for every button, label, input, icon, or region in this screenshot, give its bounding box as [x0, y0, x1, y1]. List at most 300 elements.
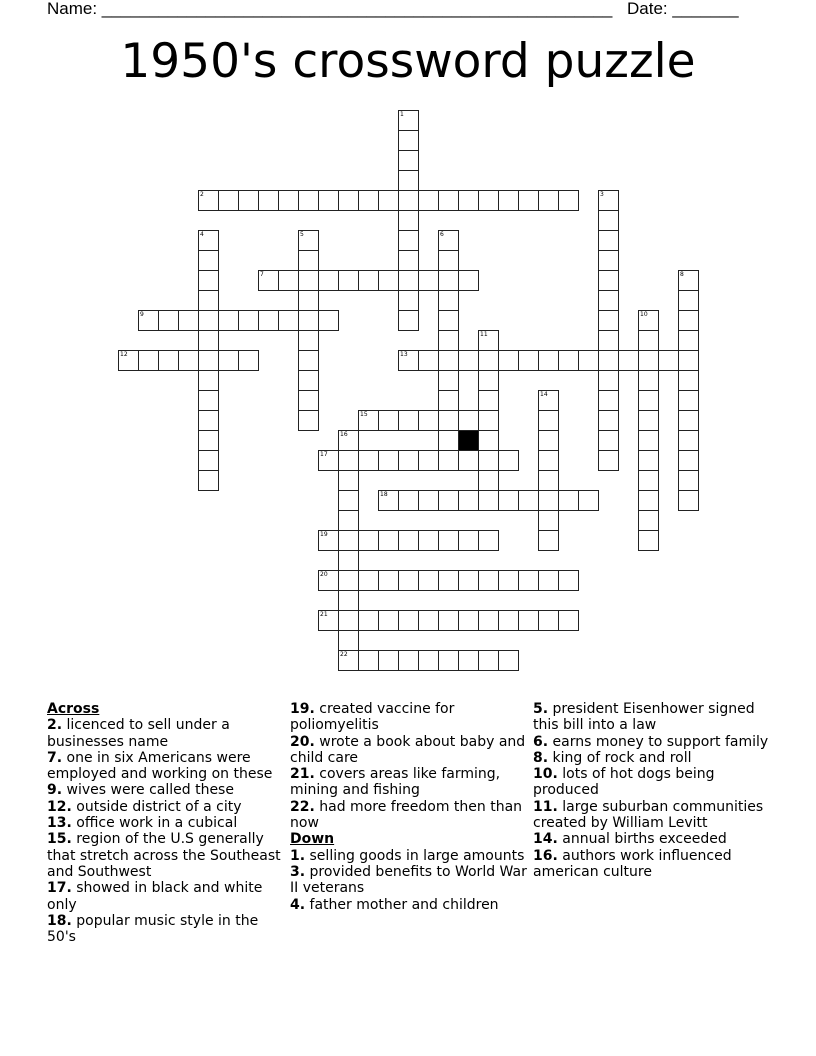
grid-cell[interactable]	[538, 570, 559, 591]
grid-cell[interactable]	[198, 370, 219, 391]
grid-cell[interactable]	[418, 190, 439, 211]
across-clue	[290, 734, 530, 767]
grid-cell[interactable]	[198, 230, 219, 251]
grid-cell[interactable]	[398, 150, 419, 171]
grid-cell[interactable]	[638, 470, 659, 491]
grid-cell[interactable]	[338, 530, 359, 551]
grid-cell[interactable]	[398, 610, 419, 631]
grid-cell[interactable]	[458, 270, 479, 291]
grid-cell[interactable]	[478, 450, 499, 471]
grid-cell[interactable]	[398, 250, 419, 271]
grid-cell[interactable]	[538, 410, 559, 431]
grid-cell[interactable]	[598, 310, 619, 331]
grid-cell[interactable]	[638, 390, 659, 411]
date-field[interactable]: Date: _______	[627, 0, 739, 18]
grid-cell[interactable]	[458, 650, 479, 671]
grid-cell[interactable]	[378, 490, 399, 511]
grid-cell[interactable]	[438, 290, 459, 311]
grid-cell[interactable]	[398, 130, 419, 151]
grid-cell[interactable]	[678, 370, 699, 391]
grid-cell[interactable]	[398, 410, 419, 431]
grid-cell[interactable]	[538, 430, 559, 451]
clue-number: 1.	[290, 847, 306, 864]
grid-cell[interactable]	[538, 530, 559, 551]
clue-number: 14	[540, 391, 548, 398]
clue-text: annual births exceeded	[562, 831, 727, 848]
grid-cell[interactable]	[678, 310, 699, 331]
grid-cell[interactable]	[458, 410, 479, 431]
grid-cell[interactable]	[678, 450, 699, 471]
clue-text: father mother and children	[309, 896, 499, 913]
grid-cell[interactable]	[138, 310, 159, 331]
grid-cell[interactable]	[198, 310, 219, 331]
grid-cell[interactable]	[198, 470, 219, 491]
grid-cell[interactable]	[498, 190, 519, 211]
grid-cell[interactable]	[198, 350, 219, 371]
grid-cell[interactable]	[438, 430, 459, 451]
clue-text: large suburban communities created by William Levitt	[533, 798, 764, 832]
grid-cell[interactable]	[478, 330, 499, 351]
grid-cell[interactable]	[558, 190, 579, 211]
grid-cell[interactable]	[338, 430, 359, 451]
grid-cell[interactable]	[438, 190, 459, 211]
clue-number: 8	[680, 271, 684, 278]
down-clue	[533, 799, 773, 832]
clue-number: 9.	[47, 782, 63, 799]
grid-cell[interactable]	[358, 650, 379, 671]
clue-text: created vaccine for poliomyelitis	[290, 701, 455, 734]
grid-cell[interactable]	[158, 350, 179, 371]
grid-cell[interactable]	[578, 350, 599, 371]
clue-text: licenced to sell under a businesses name	[47, 717, 230, 750]
grid-cell[interactable]	[378, 450, 399, 471]
clue-number: 17	[320, 451, 328, 458]
clues-column-3	[533, 701, 773, 880]
grid-cell[interactable]	[338, 550, 359, 571]
grid-cell[interactable]	[678, 490, 699, 511]
grid-cell[interactable]	[358, 270, 379, 291]
grid-cell[interactable]	[478, 490, 499, 511]
grid-cell[interactable]	[318, 570, 339, 591]
grid-cell[interactable]	[338, 270, 359, 291]
clue-text: one in six Americans were employed and working on these	[47, 749, 273, 783]
grid-cell[interactable]	[298, 230, 319, 251]
grid-cell[interactable]	[298, 270, 319, 291]
grid-cell[interactable]	[598, 430, 619, 451]
clue-number: 7.	[47, 749, 63, 766]
grid-cell[interactable]	[538, 450, 559, 471]
grid-cell[interactable]	[438, 270, 459, 291]
grid-cell[interactable]	[378, 270, 399, 291]
grid-cell[interactable]	[418, 410, 439, 431]
grid-cell[interactable]	[318, 190, 339, 211]
grid-cell[interactable]	[638, 410, 659, 431]
clue-text: selling goods in large amounts	[309, 847, 525, 864]
grid-cell[interactable]	[598, 330, 619, 351]
grid-cell[interactable]	[358, 530, 379, 551]
grid-cell[interactable]	[638, 450, 659, 471]
grid-cell[interactable]	[438, 230, 459, 251]
grid-cell[interactable]	[338, 490, 359, 511]
name-field[interactable]: Name: ______________________________________________________	[47, 0, 613, 18]
grid-cell[interactable]	[438, 410, 459, 431]
grid-cell[interactable]	[298, 370, 319, 391]
grid-cell[interactable]	[638, 330, 659, 351]
grid-cell[interactable]	[418, 610, 439, 631]
grid-cell[interactable]	[678, 270, 699, 291]
grid-cell[interactable]	[318, 530, 339, 551]
grid-cell[interactable]	[598, 350, 619, 371]
grid-cell[interactable]	[478, 470, 499, 491]
grid-cell[interactable]	[198, 450, 219, 471]
clue-number: 19	[320, 531, 328, 538]
grid-cell[interactable]	[338, 570, 359, 591]
down-heading: Down	[290, 831, 335, 848]
down-clue	[290, 897, 530, 913]
clue-text: showed in black and white only	[47, 880, 263, 913]
down-clue	[533, 750, 773, 766]
grid-cell[interactable]	[678, 350, 699, 371]
clue-number: 11.	[533, 798, 558, 815]
grid-cell[interactable]	[478, 430, 499, 451]
grid-cell[interactable]	[538, 470, 559, 491]
clue-number: 7	[260, 271, 264, 278]
grid-cell[interactable]	[678, 390, 699, 411]
grid-cell[interactable]	[358, 570, 379, 591]
grid-cell[interactable]	[538, 350, 559, 371]
clue-number: 21.	[290, 766, 315, 783]
grid-cell[interactable]	[598, 450, 619, 471]
clue-text: wrote a book about baby and child care	[290, 733, 526, 766]
grid-cell[interactable]	[418, 270, 439, 291]
grid-cell[interactable]	[318, 450, 339, 471]
grid-cell[interactable]	[638, 510, 659, 531]
grid-cell[interactable]	[398, 350, 419, 371]
grid-cell[interactable]	[438, 350, 459, 371]
grid-cell[interactable]	[298, 310, 319, 331]
grid-cell[interactable]	[398, 290, 419, 311]
grid-cell[interactable]	[378, 530, 399, 551]
grid-cell[interactable]	[198, 330, 219, 351]
grid-cell[interactable]	[278, 190, 299, 211]
clue-number: 5	[300, 231, 304, 238]
grid-cell[interactable]	[498, 450, 519, 471]
grid-cell[interactable]	[598, 370, 619, 391]
grid-cell[interactable]	[458, 190, 479, 211]
grid-cell[interactable]	[598, 190, 619, 211]
grid-cell[interactable]	[478, 410, 499, 431]
clue-number: 10.	[533, 766, 558, 783]
clue-number: 15	[360, 411, 368, 418]
grid-cell[interactable]	[398, 110, 419, 131]
clue-text: earns money to support family	[552, 733, 769, 750]
clue-number: 14.	[533, 831, 558, 848]
clue-text: had more freedom then than now	[290, 798, 523, 832]
grid-cell[interactable]	[238, 310, 259, 331]
grid-cell[interactable]	[418, 650, 439, 671]
clue-number: 4.	[290, 896, 306, 913]
grid-cell[interactable]	[358, 450, 379, 471]
clue-text: king of rock and roll	[552, 749, 692, 766]
grid-cell[interactable]	[378, 650, 399, 671]
grid-cell[interactable]	[498, 490, 519, 511]
grid-cell[interactable]	[258, 310, 279, 331]
grid-cell[interactable]	[218, 350, 239, 371]
grid-cell[interactable]	[438, 390, 459, 411]
clue-text: popular music style in the 50's	[47, 912, 259, 946]
grid-cell[interactable]	[418, 570, 439, 591]
clue-number: 17.	[47, 880, 72, 897]
grid-cell[interactable]	[638, 430, 659, 451]
across-clue	[290, 701, 530, 734]
grid-cell[interactable]	[518, 610, 539, 631]
grid-cell[interactable]	[278, 310, 299, 331]
grid-cell[interactable]	[478, 190, 499, 211]
grid-cell[interactable]	[398, 570, 419, 591]
grid-cell[interactable]	[438, 330, 459, 351]
clue-number: 22.	[290, 798, 315, 815]
grid-cell[interactable]	[278, 270, 299, 291]
grid-cell[interactable]	[338, 450, 359, 471]
grid-cell[interactable]	[538, 510, 559, 531]
grid-cell[interactable]	[418, 450, 439, 471]
grid-cell[interactable]	[638, 350, 659, 371]
grid-cell[interactable]	[198, 250, 219, 271]
grid-cell[interactable]	[638, 530, 659, 551]
grid-cell[interactable]	[358, 610, 379, 631]
down-clue	[290, 864, 530, 897]
grid-cell[interactable]	[398, 170, 419, 191]
grid-cell[interactable]	[458, 610, 479, 631]
clue-number: 20	[320, 571, 328, 578]
grid-cell[interactable]	[538, 490, 559, 511]
grid-cell[interactable]	[178, 310, 199, 331]
grid-cell[interactable]	[178, 350, 199, 371]
grid-cell[interactable]	[418, 490, 439, 511]
grid-cell[interactable]	[458, 490, 479, 511]
page-title: 1950's crossword puzzle	[120, 34, 696, 89]
clue-number: 18	[380, 491, 388, 498]
grid-cell[interactable]	[498, 610, 519, 631]
grid-cell[interactable]	[598, 210, 619, 231]
grid-cell[interactable]	[438, 450, 459, 471]
grid-cell[interactable]	[298, 290, 319, 311]
grid-cell[interactable]	[318, 270, 339, 291]
across-clue	[47, 717, 287, 750]
grid-cell[interactable]	[558, 490, 579, 511]
grid-cell[interactable]	[598, 270, 619, 291]
clue-number: 21	[320, 611, 328, 618]
grid-cell[interactable]	[378, 570, 399, 591]
grid-cell[interactable]	[518, 190, 539, 211]
across-heading: Across	[47, 701, 100, 717]
grid-cell[interactable]	[438, 370, 459, 391]
grid-cell[interactable]	[198, 390, 219, 411]
grid-cell[interactable]	[538, 390, 559, 411]
grid-cell[interactable]	[238, 190, 259, 211]
grid-cell[interactable]	[478, 370, 499, 391]
grid-cell[interactable]	[438, 490, 459, 511]
grid-cell[interactable]	[458, 530, 479, 551]
grid-cell[interactable]	[478, 650, 499, 671]
grid-cell[interactable]	[398, 190, 419, 211]
grid-cell[interactable]	[458, 450, 479, 471]
grid-cell[interactable]	[678, 470, 699, 491]
clue-number: 12.	[47, 798, 72, 815]
grid-cell[interactable]	[398, 230, 419, 251]
grid-cell[interactable]	[538, 190, 559, 211]
grid-cell[interactable]	[198, 410, 219, 431]
grid-cell[interactable]	[498, 570, 519, 591]
grid-cell[interactable]	[638, 490, 659, 511]
grid-cell[interactable]	[438, 530, 459, 551]
grid-cell[interactable]	[338, 470, 359, 491]
grid-cell[interactable]	[678, 290, 699, 311]
across-clue	[47, 750, 287, 783]
grid-cell[interactable]	[598, 250, 619, 271]
clue-text: region of the U.S generally that stretch across the Southeast and Southwest	[47, 831, 281, 880]
grid-cell[interactable]	[558, 570, 579, 591]
grid-cell[interactable]	[218, 190, 239, 211]
grid-cell[interactable]	[398, 530, 419, 551]
clue-number: 19.	[290, 701, 315, 717]
clue-number: 16	[340, 431, 348, 438]
grid-cell[interactable]	[618, 350, 639, 371]
grid-cell[interactable]	[158, 310, 179, 331]
clue-number: 3	[600, 191, 604, 198]
down-clue	[533, 831, 773, 847]
grid-cell[interactable]	[398, 450, 419, 471]
across-clue	[47, 815, 287, 831]
grid-cell[interactable]	[358, 190, 379, 211]
clue-number: 11	[480, 331, 488, 338]
grid-cell[interactable]	[598, 410, 619, 431]
clues-column-2	[290, 701, 530, 913]
grid-cell[interactable]	[318, 310, 339, 331]
clue-number: 9	[140, 311, 144, 318]
grid-cell[interactable]	[218, 310, 239, 331]
grid-cell[interactable]	[338, 630, 359, 651]
grid-cell[interactable]	[478, 530, 499, 551]
grid-cell[interactable]	[398, 210, 419, 231]
across-clue	[47, 880, 287, 913]
grid-cell[interactable]	[298, 190, 319, 211]
grid-cell[interactable]	[238, 350, 259, 371]
grid-cell[interactable]	[318, 610, 339, 631]
grid-cell[interactable]	[438, 650, 459, 671]
grid-cell[interactable]	[298, 390, 319, 411]
grid-cell[interactable]	[378, 610, 399, 631]
grid-cell[interactable]	[338, 510, 359, 531]
down-clue	[533, 766, 773, 799]
clue-number: 13	[400, 351, 408, 358]
grid-cell[interactable]	[258, 270, 279, 291]
grid-cell[interactable]	[678, 330, 699, 351]
grid-cell[interactable]	[658, 350, 679, 371]
across-clue	[290, 766, 530, 799]
grid-cell[interactable]	[398, 490, 419, 511]
grid-cell[interactable]	[638, 370, 659, 391]
grid-cell[interactable]	[138, 350, 159, 371]
grid-cell[interactable]	[198, 430, 219, 451]
clue-number: 3.	[290, 863, 306, 880]
grid-cell[interactable]	[498, 650, 519, 671]
grid-cell[interactable]	[298, 330, 319, 351]
grid-cell[interactable]	[338, 190, 359, 211]
grid-cell[interactable]	[198, 270, 219, 291]
grid-cell[interactable]	[598, 390, 619, 411]
grid-cell[interactable]	[458, 570, 479, 591]
grid-cell[interactable]	[418, 530, 439, 551]
grid-cell[interactable]	[598, 290, 619, 311]
grid-cell[interactable]	[198, 190, 219, 211]
grid-cell[interactable]	[478, 570, 499, 591]
grid-cell[interactable]	[558, 350, 579, 371]
grid-cell[interactable]	[518, 570, 539, 591]
grid-cell[interactable]	[338, 650, 359, 671]
grid-cell[interactable]	[258, 190, 279, 211]
grid-cell[interactable]	[518, 490, 539, 511]
grid-cell[interactable]	[338, 590, 359, 611]
grid-cell[interactable]	[298, 250, 319, 271]
grid-cell[interactable]	[398, 270, 419, 291]
down-clue	[533, 848, 773, 881]
clue-text: wives were called these	[66, 782, 234, 799]
grid-cell[interactable]	[338, 610, 359, 631]
grid-cell[interactable]	[558, 610, 579, 631]
grid-cell[interactable]	[438, 570, 459, 591]
grid-cell[interactable]	[398, 310, 419, 331]
grid-cell[interactable]	[298, 350, 319, 371]
grid-cell[interactable]	[398, 650, 419, 671]
clue-number: 10	[640, 311, 648, 318]
grid-cell[interactable]	[298, 410, 319, 431]
down-clue	[533, 734, 773, 750]
across-clue	[290, 799, 530, 832]
clue-number: 2.	[47, 717, 63, 734]
grid-cell[interactable]	[478, 390, 499, 411]
grid-cell[interactable]	[378, 190, 399, 211]
grid-cell[interactable]	[498, 350, 519, 371]
grid-cell[interactable]	[118, 350, 139, 371]
grid-cell[interactable]	[578, 490, 599, 511]
grid-cell[interactable]	[438, 610, 459, 631]
clue-text: lots of hot dogs being produced	[533, 766, 715, 799]
clue-number: 2	[200, 191, 204, 198]
grid-cell[interactable]	[478, 350, 499, 371]
clue-number: 6.	[533, 733, 549, 750]
clue-number: 8.	[533, 749, 549, 766]
grid-cell[interactable]	[678, 410, 699, 431]
grid-cell[interactable]	[378, 410, 399, 431]
grid-cell[interactable]	[418, 350, 439, 371]
grid-cell[interactable]	[518, 350, 539, 371]
grid-cell[interactable]	[478, 610, 499, 631]
clue-text: office work in a cubical	[76, 815, 238, 832]
grid-cell[interactable]	[438, 250, 459, 271]
grid-cell[interactable]	[598, 230, 619, 251]
grid-cell[interactable]	[638, 310, 659, 331]
black-cell	[458, 430, 479, 451]
down-clue	[533, 701, 773, 734]
grid-cell[interactable]	[358, 410, 379, 431]
grid-cell[interactable]	[538, 610, 559, 631]
grid-cell[interactable]	[438, 310, 459, 331]
grid-cell[interactable]	[458, 350, 479, 371]
clue-text: provided benefits to World War II veterans	[290, 863, 527, 897]
grid-cell[interactable]	[678, 430, 699, 451]
grid-cell[interactable]	[198, 290, 219, 311]
